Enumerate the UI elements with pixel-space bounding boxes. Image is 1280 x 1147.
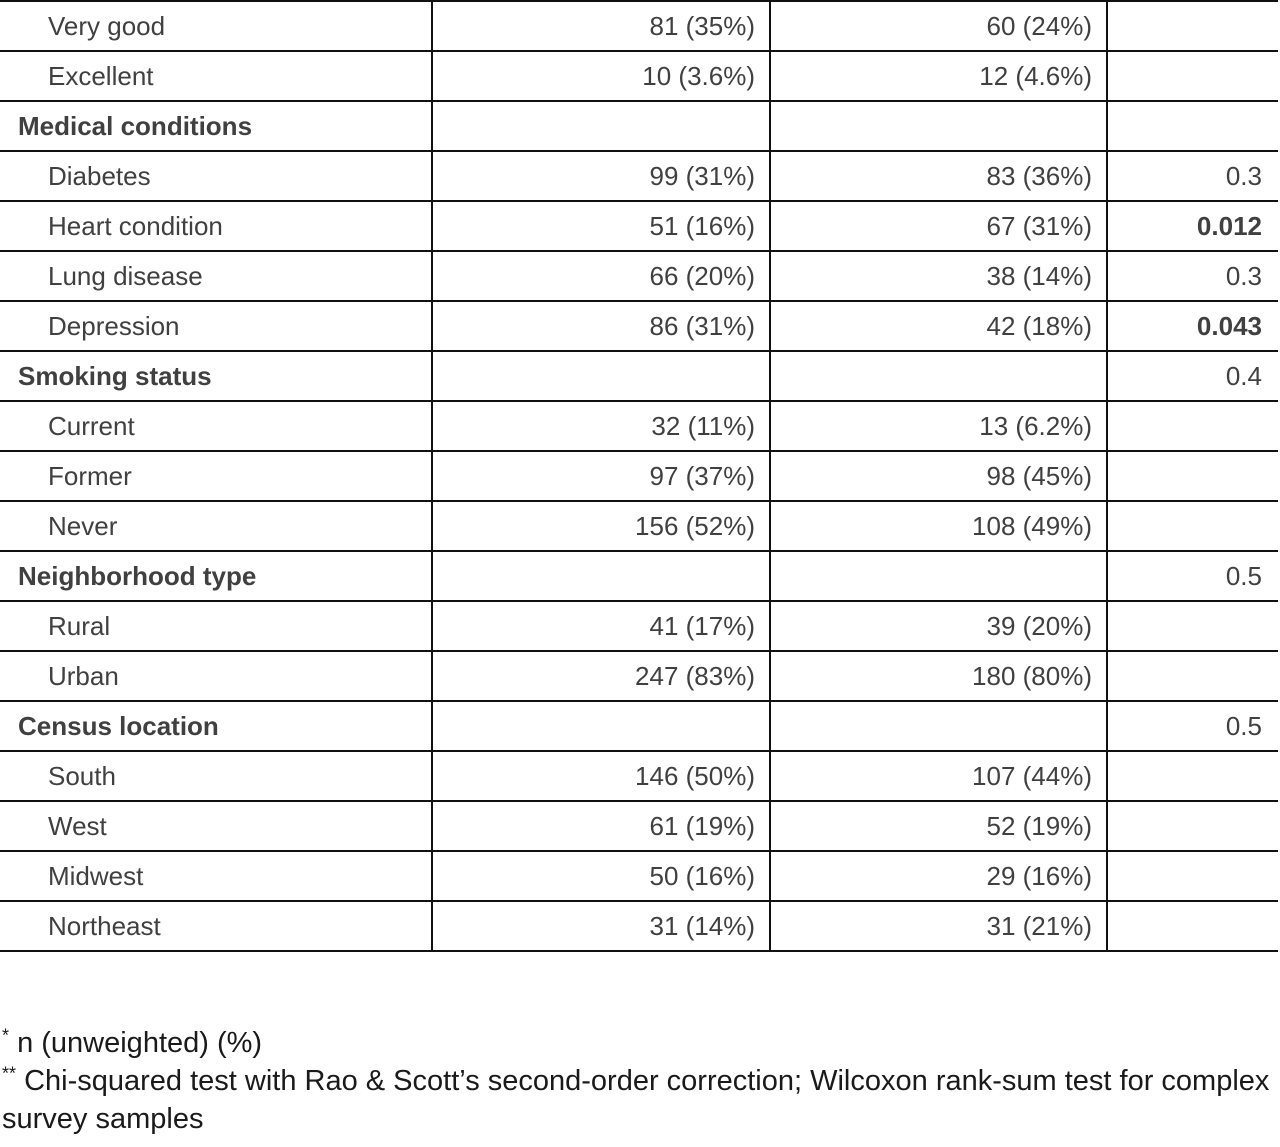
group-2-value: 39 (20%) <box>770 601 1107 651</box>
table-section-header-row <box>0 701 1278 751</box>
row-label: Urban <box>0 651 432 701</box>
table-row <box>0 451 1278 501</box>
group-1-value: 61 (19%) <box>432 801 770 851</box>
table-row <box>0 301 1278 351</box>
footnote-2 <box>2 1062 1272 1138</box>
group-1-value: 10 (3.6%) <box>432 51 770 101</box>
table-row <box>0 51 1278 101</box>
row-label: Very good <box>0 1 432 51</box>
group-2-value: 42 (18%) <box>770 301 1107 351</box>
row-label: Current <box>0 401 432 451</box>
group-2-value <box>770 351 1107 401</box>
table-row <box>0 501 1278 551</box>
row-label: South <box>0 751 432 801</box>
group-2-value: 38 (14%) <box>770 251 1107 301</box>
row-label: Midwest <box>0 851 432 901</box>
row-label: West <box>0 801 432 851</box>
table-row <box>0 601 1278 651</box>
row-label: Rural <box>0 601 432 651</box>
group-1-value: 99 (31%) <box>432 151 770 201</box>
p-value <box>1107 801 1278 851</box>
p-value <box>1107 651 1278 701</box>
group-1-value <box>432 101 770 151</box>
row-label: Neighborhood type <box>0 551 432 601</box>
p-value <box>1107 501 1278 551</box>
group-2-value: 60 (24%) <box>770 1 1107 51</box>
table-row <box>0 901 1278 951</box>
table-section-header-row <box>0 551 1278 601</box>
group-2-value: 67 (31%) <box>770 201 1107 251</box>
p-value: 0.5 <box>1107 551 1278 601</box>
group-2-value: 12 (4.6%) <box>770 51 1107 101</box>
group-1-value: 31 (14%) <box>432 901 770 951</box>
row-label: Depression <box>0 301 432 351</box>
row-label: Excellent <box>0 51 432 101</box>
p-value <box>1107 101 1278 151</box>
group-2-value: 29 (16%) <box>770 851 1107 901</box>
table-row <box>0 1 1278 51</box>
group-1-value: 97 (37%) <box>432 451 770 501</box>
group-1-value <box>432 701 770 751</box>
p-value <box>1107 901 1278 951</box>
row-label: Census location <box>0 701 432 751</box>
table-body <box>0 1 1278 951</box>
group-1-value <box>432 551 770 601</box>
group-1-value: 81 (35%) <box>432 1 770 51</box>
row-label: Medical conditions <box>0 101 432 151</box>
group-1-value: 50 (16%) <box>432 851 770 901</box>
p-value: 0.043 <box>1107 301 1278 351</box>
row-label: Lung disease <box>0 251 432 301</box>
table-row <box>0 851 1278 901</box>
table-row <box>0 801 1278 851</box>
group-1-value: 41 (17%) <box>432 601 770 651</box>
group-2-value: 13 (6.2%) <box>770 401 1107 451</box>
group-2-value <box>770 701 1107 751</box>
row-label: Northeast <box>0 901 432 951</box>
group-2-value: 180 (80%) <box>770 651 1107 701</box>
p-value <box>1107 51 1278 101</box>
row-label: Heart condition <box>0 201 432 251</box>
footnote-2-text: Chi-squared test with Rao & Scott’s second-order correction; Wilcoxon rank-sum test for complex survey samples <box>2 1065 1270 1135</box>
footnotes <box>2 1024 1272 1138</box>
table-row <box>0 651 1278 701</box>
table-section-header-row <box>0 101 1278 151</box>
footnote-2-mark: ** <box>2 1063 17 1084</box>
group-2-value: 83 (36%) <box>770 151 1107 201</box>
p-value: 0.012 <box>1107 201 1278 251</box>
group-2-value <box>770 551 1107 601</box>
group-2-value: 98 (45%) <box>770 451 1107 501</box>
p-value <box>1107 1 1278 51</box>
table-row <box>0 251 1278 301</box>
p-value <box>1107 451 1278 501</box>
group-1-value: 156 (52%) <box>432 501 770 551</box>
footnote-1 <box>2 1024 1272 1062</box>
group-2-value: 31 (21%) <box>770 901 1107 951</box>
group-1-value <box>432 351 770 401</box>
p-value <box>1107 401 1278 451</box>
group-1-value: 51 (16%) <box>432 201 770 251</box>
p-value: 0.3 <box>1107 151 1278 201</box>
p-value <box>1107 751 1278 801</box>
row-label: Never <box>0 501 432 551</box>
group-2-value <box>770 101 1107 151</box>
footnote-1-text: n (unweighted) (%) <box>9 1027 263 1059</box>
group-2-value: 107 (44%) <box>770 751 1107 801</box>
table-row <box>0 151 1278 201</box>
group-2-value: 108 (49%) <box>770 501 1107 551</box>
group-1-value: 86 (31%) <box>432 301 770 351</box>
p-value: 0.3 <box>1107 251 1278 301</box>
group-1-value: 247 (83%) <box>432 651 770 701</box>
row-label: Smoking status <box>0 351 432 401</box>
p-value <box>1107 601 1278 651</box>
table-row <box>0 751 1278 801</box>
table-row <box>0 401 1278 451</box>
row-label: Diabetes <box>0 151 432 201</box>
group-1-value: 146 (50%) <box>432 751 770 801</box>
footnote-1-mark: * <box>2 1025 10 1046</box>
group-2-value: 52 (19%) <box>770 801 1107 851</box>
row-label: Former <box>0 451 432 501</box>
table-section-header-row <box>0 351 1278 401</box>
group-1-value: 32 (11%) <box>432 401 770 451</box>
p-value: 0.4 <box>1107 351 1278 401</box>
table-row <box>0 201 1278 251</box>
p-value <box>1107 851 1278 901</box>
group-1-value: 66 (20%) <box>432 251 770 301</box>
p-value: 0.5 <box>1107 701 1278 751</box>
